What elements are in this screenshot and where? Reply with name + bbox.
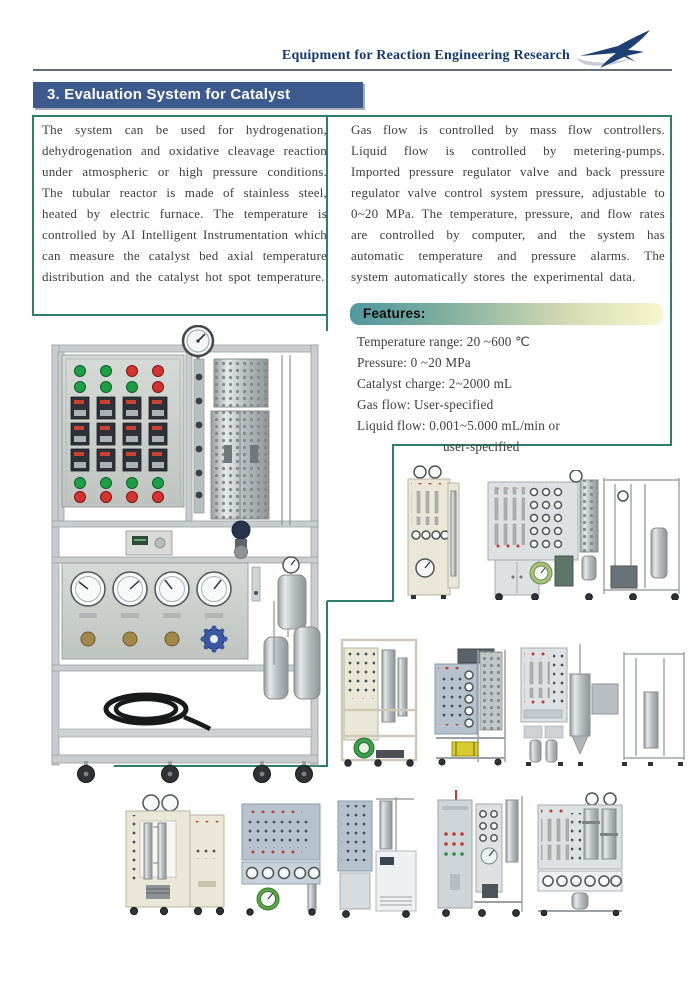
bird-swoosh-icon [570, 28, 656, 72]
feature-catalyst-charge: Catalyst charge: 2~2000 mL [357, 376, 513, 391]
feature-gas-flow: Gas flow: User-specified [357, 397, 494, 412]
equipment-photo-wide-rig [518, 634, 688, 766]
brand-title: Equipment for Reaction Engineering Research [281, 48, 570, 63]
intro-right-paragraph: Gas flow is controlled by mass flow controllers. Liquid flow is controlled by metering-pumps. Imported pressure regulator valve and back pressure regulator valve control system pressure, adjustable to 0~20 MPa. The temperature, pressure, and flow rates are controlled by computer, and the system has automatic temperature and pressure alarms. The system automatically stores the experimental data. [351, 122, 665, 284]
feature-pressure: Pressure: 0 ~20 MPa [357, 355, 471, 370]
equipment-photo-chiller-unit [336, 793, 420, 919]
equipment-photo-gauge-panel [238, 800, 326, 916]
equipment-photo-cream-frame [338, 632, 420, 768]
features-header: Features: [350, 303, 663, 325]
main-system-photo [38, 325, 332, 785]
intro-left-column [42, 119, 327, 287]
section-title: 3. Evaluation System for Catalyst [33, 82, 363, 108]
feature-liquid-flow-continued: user-specified [443, 439, 520, 454]
equipment-photo-blue-panel [432, 648, 508, 766]
equipment-photo-cream-cabinet [122, 793, 228, 915]
equipment-photo-panel-rig [483, 470, 687, 600]
intro-left-paragraph: The system can be used for hydrogenation, dehydrogenation and oxidative cleavage reaction under atmospheric or high pressure conditions. The tubular reactor is made of stainless steel, heated by electric furnace. The temperature is controlled by AI Intelligent Instrumentation which can measure the catalyst bed axial temperature distribution and the catalyst hot spot temperature. [42, 122, 327, 284]
equipment-photo-multigauge-unit [536, 791, 624, 916]
header-rule [33, 69, 672, 71]
feature-liquid-flow: Liquid flow: 0.001~5.000 mL/min or [357, 418, 560, 433]
equipment-photo-cabinet-column [436, 790, 526, 919]
feature-temperature-range: Temperature range: 20 ~600 ℃ [357, 334, 531, 349]
equipment-photo-cream-tower [405, 463, 462, 600]
intro-right-column [351, 119, 665, 287]
features-list [357, 331, 659, 457]
